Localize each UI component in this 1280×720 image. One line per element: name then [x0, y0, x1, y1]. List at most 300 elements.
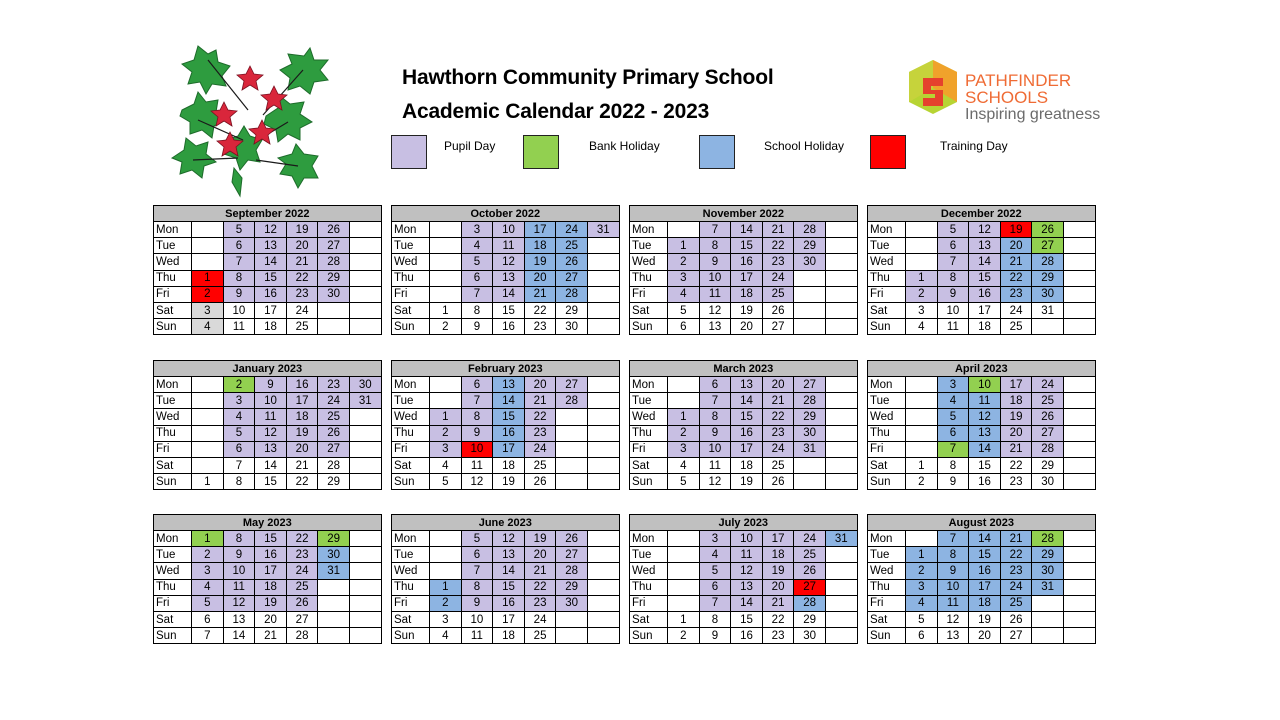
date-cell: 30 [1032, 286, 1064, 302]
month-calendar [629, 360, 858, 490]
day-name: Fri [154, 286, 192, 302]
day-name: Tue [154, 547, 192, 563]
date-cell [587, 377, 619, 393]
day-name: Sat [154, 611, 192, 627]
date-cell: 10 [699, 441, 731, 457]
date-cell: 4 [906, 595, 938, 611]
date-cell: 2 [668, 425, 700, 441]
date-cell: 8 [461, 579, 493, 595]
date-cell [349, 611, 381, 627]
date-cell: 14 [493, 393, 525, 409]
date-cell [587, 302, 619, 318]
date-cell [825, 579, 857, 595]
week-row [630, 547, 858, 563]
date-cell: 18 [731, 286, 763, 302]
week-row [868, 474, 1096, 490]
date-cell [668, 595, 700, 611]
date-cell: 22 [286, 270, 318, 286]
date-cell: 2 [430, 319, 462, 335]
date-cell: 7 [223, 254, 255, 270]
date-cell: 4 [192, 319, 224, 335]
date-cell [1063, 319, 1095, 335]
date-cell: 11 [493, 238, 525, 254]
date-cell: 2 [668, 254, 700, 270]
date-cell: 10 [699, 270, 731, 286]
day-name: Fri [630, 595, 668, 611]
date-cell [349, 425, 381, 441]
date-cell: 28 [318, 457, 350, 473]
date-cell: 29 [1032, 270, 1064, 286]
date-cell [318, 319, 350, 335]
date-cell [587, 531, 619, 547]
date-cell: 9 [699, 628, 731, 644]
date-cell: 20 [524, 270, 556, 286]
day-name: Sat [868, 611, 906, 627]
date-cell: 31 [349, 393, 381, 409]
date-cell: 29 [556, 579, 588, 595]
week-row [868, 270, 1096, 286]
date-cell: 21 [286, 457, 318, 473]
date-cell: 10 [223, 563, 255, 579]
day-name: Mon [392, 377, 430, 393]
day-name: Mon [868, 377, 906, 393]
date-cell [794, 270, 826, 286]
date-cell: 8 [461, 409, 493, 425]
date-cell [556, 474, 588, 490]
date-cell: 14 [223, 628, 255, 644]
date-cell: 14 [969, 254, 1001, 270]
date-cell: 21 [524, 286, 556, 302]
date-cell: 23 [524, 319, 556, 335]
date-cell [906, 222, 938, 238]
date-cell [349, 302, 381, 318]
day-name: Wed [868, 254, 906, 270]
week-row [868, 441, 1096, 457]
date-cell [1063, 441, 1095, 457]
date-cell: 8 [699, 238, 731, 254]
date-cell: 13 [255, 441, 287, 457]
date-cell: 2 [906, 474, 938, 490]
date-cell [587, 457, 619, 473]
date-cell: 20 [286, 441, 318, 457]
day-name: Thu [868, 579, 906, 595]
date-cell: 1 [430, 409, 462, 425]
week-row [630, 474, 858, 490]
date-cell [430, 286, 462, 302]
date-cell: 2 [430, 425, 462, 441]
date-cell: 10 [461, 441, 493, 457]
month-title: June 2023 [392, 515, 620, 531]
date-cell: 20 [255, 611, 287, 627]
week-row [868, 377, 1096, 393]
date-cell: 19 [524, 531, 556, 547]
date-cell: 15 [731, 238, 763, 254]
day-name: Tue [154, 238, 192, 254]
date-cell: 21 [286, 254, 318, 270]
week-row [868, 254, 1096, 270]
date-cell [794, 286, 826, 302]
date-cell [192, 409, 224, 425]
date-cell: 12 [255, 425, 287, 441]
date-cell: 15 [731, 409, 763, 425]
week-row [868, 319, 1096, 335]
date-cell: 5 [192, 595, 224, 611]
date-cell: 18 [493, 628, 525, 644]
date-cell: 7 [461, 286, 493, 302]
date-cell [587, 286, 619, 302]
calendar-title: Academic Calendar 2022 - 2023 [402, 100, 710, 123]
date-cell: 20 [1000, 238, 1032, 254]
date-cell [318, 579, 350, 595]
date-cell: 28 [556, 393, 588, 409]
legend-label-school-holiday: School Holiday [764, 139, 845, 153]
date-cell: 27 [556, 270, 588, 286]
date-cell [349, 563, 381, 579]
day-name: Sat [154, 302, 192, 318]
date-cell: 23 [318, 377, 350, 393]
date-cell [794, 457, 826, 473]
month-calendar [153, 205, 382, 335]
month-calendar [153, 514, 382, 644]
date-cell [318, 302, 350, 318]
month-calendar [867, 205, 1096, 335]
date-cell: 7 [937, 254, 969, 270]
date-cell: 30 [556, 595, 588, 611]
date-cell: 7 [937, 441, 969, 457]
date-cell [587, 270, 619, 286]
day-name: Fri [154, 595, 192, 611]
month-calendar [391, 205, 620, 335]
day-name: Sun [630, 319, 668, 335]
date-cell: 11 [223, 319, 255, 335]
date-cell [825, 547, 857, 563]
day-name: Wed [630, 254, 668, 270]
week-row [392, 319, 620, 335]
date-cell: 18 [493, 457, 525, 473]
date-cell: 17 [493, 611, 525, 627]
date-cell: 25 [524, 628, 556, 644]
date-cell: 15 [493, 409, 525, 425]
day-name: Fri [392, 595, 430, 611]
date-cell: 1 [668, 238, 700, 254]
date-cell: 20 [762, 377, 794, 393]
date-cell [587, 254, 619, 270]
week-row [154, 377, 382, 393]
day-name: Tue [868, 393, 906, 409]
date-cell: 9 [699, 254, 731, 270]
date-cell: 23 [1000, 474, 1032, 490]
day-name: Fri [392, 286, 430, 302]
logo-text-schools: SCHOOLS [965, 88, 1049, 107]
date-cell: 10 [937, 302, 969, 318]
week-row [154, 302, 382, 318]
day-name: Wed [868, 409, 906, 425]
date-cell: 3 [223, 393, 255, 409]
date-cell: 4 [461, 238, 493, 254]
date-cell: 8 [937, 457, 969, 473]
date-cell [794, 319, 826, 335]
date-cell: 9 [461, 319, 493, 335]
date-cell [906, 441, 938, 457]
date-cell: 24 [524, 611, 556, 627]
date-cell: 29 [794, 409, 826, 425]
week-row [392, 222, 620, 238]
date-cell [1063, 222, 1095, 238]
date-cell [430, 393, 462, 409]
date-cell [587, 319, 619, 335]
day-name: Sat [154, 457, 192, 473]
week-row [392, 474, 620, 490]
date-cell: 25 [286, 579, 318, 595]
date-cell: 1 [192, 270, 224, 286]
date-cell: 6 [937, 238, 969, 254]
date-cell: 16 [493, 319, 525, 335]
week-row [392, 302, 620, 318]
date-cell: 20 [524, 377, 556, 393]
date-cell: 2 [430, 595, 462, 611]
week-row [154, 393, 382, 409]
date-cell: 13 [731, 579, 763, 595]
date-cell: 3 [192, 302, 224, 318]
date-cell: 6 [906, 628, 938, 644]
day-name: Sun [868, 628, 906, 644]
week-row [868, 579, 1096, 595]
date-cell [430, 563, 462, 579]
date-cell: 17 [255, 302, 287, 318]
day-name: Sat [868, 302, 906, 318]
date-cell: 1 [668, 409, 700, 425]
day-name: Sat [392, 457, 430, 473]
date-cell: 26 [1032, 409, 1064, 425]
day-name: Thu [868, 270, 906, 286]
date-cell: 14 [255, 457, 287, 473]
month-calendar [867, 360, 1096, 490]
date-cell [587, 409, 619, 425]
day-name: Wed [154, 409, 192, 425]
date-cell: 26 [318, 425, 350, 441]
date-cell [192, 222, 224, 238]
date-cell [587, 547, 619, 563]
date-cell: 17 [731, 270, 763, 286]
date-cell [1063, 628, 1095, 644]
month-calendar [391, 514, 620, 644]
date-cell [668, 563, 700, 579]
date-cell [668, 222, 700, 238]
month-title: March 2023 [630, 361, 858, 377]
date-cell: 4 [430, 457, 462, 473]
week-row [392, 579, 620, 595]
date-cell: 13 [699, 319, 731, 335]
week-row [630, 611, 858, 627]
date-cell [556, 409, 588, 425]
date-cell: 16 [255, 547, 287, 563]
date-cell: 14 [969, 441, 1001, 457]
week-row [630, 254, 858, 270]
date-cell: 31 [1032, 579, 1064, 595]
date-cell: 21 [1000, 254, 1032, 270]
date-cell: 19 [1000, 409, 1032, 425]
day-name: Fri [868, 441, 906, 457]
date-cell [587, 393, 619, 409]
week-row [392, 457, 620, 473]
date-cell: 12 [969, 409, 1001, 425]
date-cell: 26 [1032, 222, 1064, 238]
date-cell: 28 [794, 595, 826, 611]
date-cell: 31 [825, 531, 857, 547]
date-cell [349, 595, 381, 611]
date-cell: 18 [969, 319, 1001, 335]
date-cell: 16 [286, 377, 318, 393]
week-row [392, 286, 620, 302]
date-cell: 17 [969, 302, 1001, 318]
date-cell [668, 531, 700, 547]
day-name: Thu [154, 270, 192, 286]
day-name: Mon [154, 377, 192, 393]
week-row [392, 238, 620, 254]
day-name: Wed [630, 563, 668, 579]
date-cell: 30 [794, 254, 826, 270]
date-cell [349, 474, 381, 490]
date-cell [906, 238, 938, 254]
date-cell: 9 [937, 563, 969, 579]
date-cell: 13 [493, 377, 525, 393]
date-cell [430, 238, 462, 254]
week-row [392, 611, 620, 627]
date-cell: 28 [556, 563, 588, 579]
date-cell: 8 [699, 409, 731, 425]
day-name: Fri [392, 441, 430, 457]
week-row [630, 595, 858, 611]
date-cell: 16 [731, 254, 763, 270]
date-cell: 28 [286, 628, 318, 644]
date-cell: 20 [286, 238, 318, 254]
date-cell: 19 [731, 474, 763, 490]
date-cell: 7 [699, 595, 731, 611]
date-cell [349, 238, 381, 254]
date-cell: 27 [556, 547, 588, 563]
date-cell: 16 [969, 474, 1001, 490]
date-cell: 17 [969, 579, 1001, 595]
date-cell: 1 [906, 547, 938, 563]
date-cell: 25 [1000, 319, 1032, 335]
date-cell: 10 [969, 377, 1001, 393]
date-cell: 28 [794, 222, 826, 238]
month-title: December 2022 [868, 206, 1096, 222]
date-cell: 18 [969, 595, 1001, 611]
date-cell: 14 [493, 286, 525, 302]
date-cell: 24 [794, 531, 826, 547]
date-cell: 23 [286, 547, 318, 563]
week-row [154, 547, 382, 563]
date-cell [1032, 319, 1064, 335]
date-cell: 9 [223, 286, 255, 302]
day-name: Wed [868, 563, 906, 579]
month-title: July 2023 [630, 515, 858, 531]
date-cell: 10 [937, 579, 969, 595]
date-cell: 17 [493, 441, 525, 457]
day-name: Tue [868, 547, 906, 563]
date-cell: 27 [318, 441, 350, 457]
date-cell: 8 [223, 531, 255, 547]
date-cell: 29 [1032, 547, 1064, 563]
day-name: Tue [154, 393, 192, 409]
week-row [630, 563, 858, 579]
date-cell [906, 377, 938, 393]
date-cell: 22 [762, 611, 794, 627]
date-cell [825, 457, 857, 473]
date-cell: 6 [699, 579, 731, 595]
date-cell: 19 [286, 425, 318, 441]
date-cell: 1 [430, 302, 462, 318]
date-cell: 21 [524, 563, 556, 579]
day-name: Mon [630, 222, 668, 238]
date-cell: 18 [762, 547, 794, 563]
date-cell [556, 425, 588, 441]
date-cell [349, 270, 381, 286]
date-cell [1063, 393, 1095, 409]
date-cell: 31 [318, 563, 350, 579]
date-cell: 13 [969, 425, 1001, 441]
day-name: Sat [630, 457, 668, 473]
day-name: Thu [392, 579, 430, 595]
date-cell: 13 [937, 628, 969, 644]
date-cell: 15 [969, 547, 1001, 563]
day-name: Tue [630, 393, 668, 409]
date-cell: 1 [906, 457, 938, 473]
date-cell: 26 [318, 222, 350, 238]
date-cell: 15 [255, 531, 287, 547]
logo-tagline: Inspiring greatness [965, 106, 1101, 123]
date-cell [825, 595, 857, 611]
day-name: Thu [392, 425, 430, 441]
date-cell: 1 [430, 579, 462, 595]
date-cell [1063, 457, 1095, 473]
date-cell: 13 [969, 238, 1001, 254]
month-title: September 2022 [154, 206, 382, 222]
week-row [392, 270, 620, 286]
date-cell [587, 595, 619, 611]
legend-label-pupil-day: Pupil Day [444, 139, 496, 153]
date-cell [1063, 409, 1095, 425]
month-calendar [153, 360, 382, 490]
date-cell [1063, 611, 1095, 627]
date-cell: 5 [699, 563, 731, 579]
date-cell [192, 425, 224, 441]
date-cell: 19 [286, 222, 318, 238]
date-cell: 10 [255, 393, 287, 409]
date-cell [349, 531, 381, 547]
holly-illustration [168, 40, 334, 198]
date-cell: 14 [731, 595, 763, 611]
legend-label-training-day: Training Day [940, 139, 1008, 153]
month-title: May 2023 [154, 515, 382, 531]
month-calendar [867, 514, 1096, 644]
date-cell: 13 [493, 547, 525, 563]
date-cell: 16 [969, 286, 1001, 302]
week-row [630, 409, 858, 425]
date-cell: 10 [731, 531, 763, 547]
date-cell: 24 [1000, 302, 1032, 318]
date-cell: 11 [255, 409, 287, 425]
date-cell: 11 [461, 628, 493, 644]
week-row [392, 441, 620, 457]
week-row [630, 457, 858, 473]
date-cell: 24 [286, 563, 318, 579]
date-cell: 6 [223, 238, 255, 254]
day-name: Sun [630, 474, 668, 490]
date-cell: 16 [493, 595, 525, 611]
date-cell [668, 393, 700, 409]
